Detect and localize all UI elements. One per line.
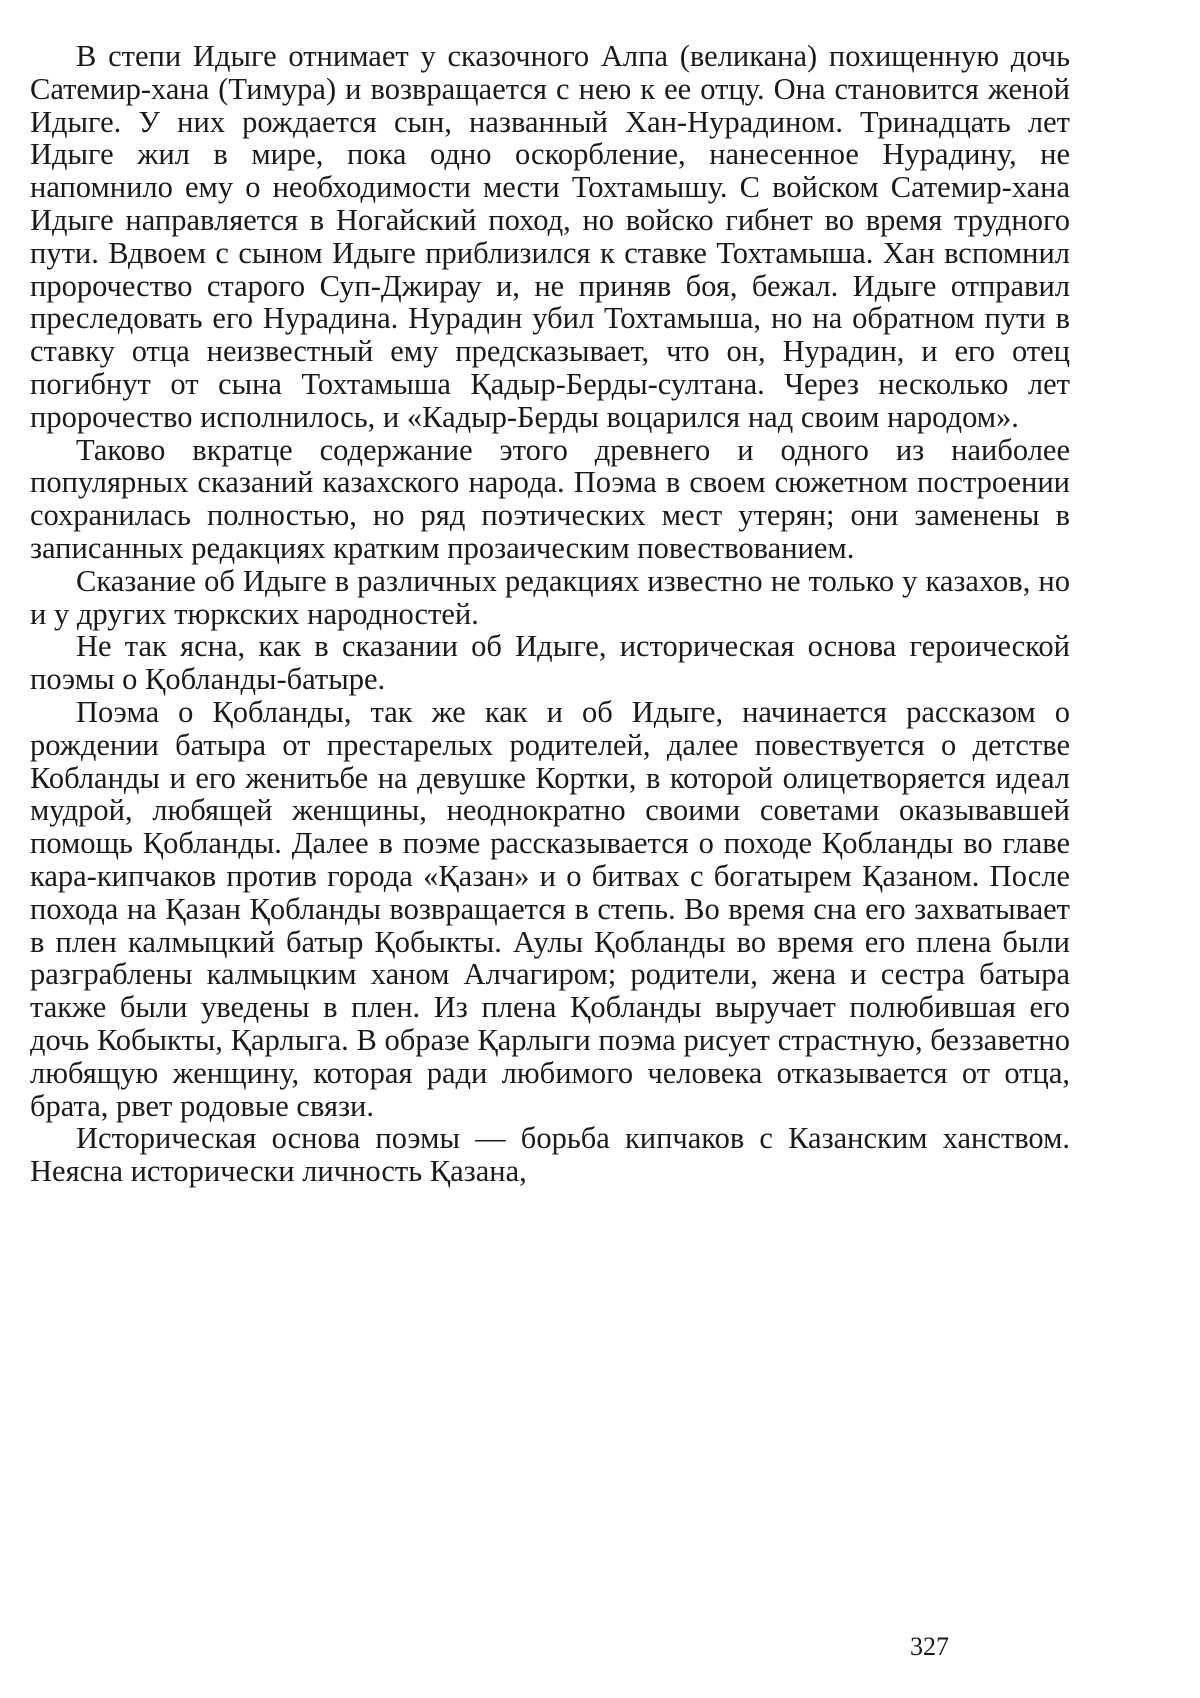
paragraph-summary: Таково вкратце содержание этого древнего и одного из наиболее популярных сказаний казахского народа. Поэма в своем сюжетном построении сохранилась полностью, но ряд поэтических мест утерян; они заменены в записанных редакциях кратким прозаическим повествованием. [30,432,1070,565]
paragraph-koblandy-basis: Не так ясна, как в сказании об Идыге, историческая основа героической поэмы о Қобланды-батыре. [30,629,1070,697]
paragraph-redactions: Сказание об Идыге в различных редакциях известно не только у казахов, но и у других тюркских народностей. [30,563,1070,631]
paragraph-historical-basis: Историческая основа поэмы — борьба кипчаков с Казанским ханством. Неясна исторически личность Қазана, [30,1121,1070,1189]
book-page [30,40,1070,1660]
paragraph-koblandy-plot: Поэма о Қобланды, так же как и об Идыге, начинается рассказом о рождении батыра от престарелых родителей, далее повествуется о детстве Кобланды и его женитьбе на девушке Кортки, в которой олицетворяется идеал мудрой, любящей женщины, неоднократно своими советами оказывавшей помощь Қобланды. Далее в поэме рассказывается о походе Қобланды во главе кара-кипчаков против города «Қазан» и о битвах с богатырем Қазаном. После похода на Қазан Қобланды возвращается в степь. Во время сна его захватывает в плен калмыцкий батыр Қобыкты. Аулы Қобланды во время его плена были разграблены калмыцким ханом Алчагиром; родители, жена и сестра батыра также были уведены в плен. Из плена Қобланды выручает полюбившая его дочь Кобыкты, Қарлыга. В образе Қарлыги поэма рисует страстную, беззаветно любящую женщину, которая ради любимого человека отказывается от отца, брата, рвет родовые связи. [30,694,1070,1123]
paragraph-idyge-journey: В степи Идыге отнимает у сказочного Алпа (великана) похищенную дочь Сатемир-хана (Тимура) и возвращается с нею к ее отцу. Она становится женой Идыге. У них рождается сын, названный Хан-Нурадином. Тринадцать лет Идыге жил в мире, пока одно оскорбление, нанесенное Нурадину, не напомнило ему о необходимости мести Тохтамышу. С войском Сатемир-хана Идыге направляется в Ногайский поход, но войско гибнет во время трудного пути. Вдвоем с сыном Идыге приблизился к ставке Тохтамыша. Хан вспомнил пророчество старого Суп-Джирау и, не приняв боя, бежал. Идыге отправил преследовать его Нурадина. Нурадин убил Тохтамыша, но на обратном пути в ставку отца неизвестный ему предсказывает, что он, Нурадин, и его отец погибнут от сына Тохтамыша Қадыр-Берды-султана. Через несколько лет пророчество исполнилось, и «Кадыр-Берды воцарился над своим народом». [30,39,1070,434]
page-body [30,40,1070,1188]
page-number: 327 [910,1632,949,1661]
